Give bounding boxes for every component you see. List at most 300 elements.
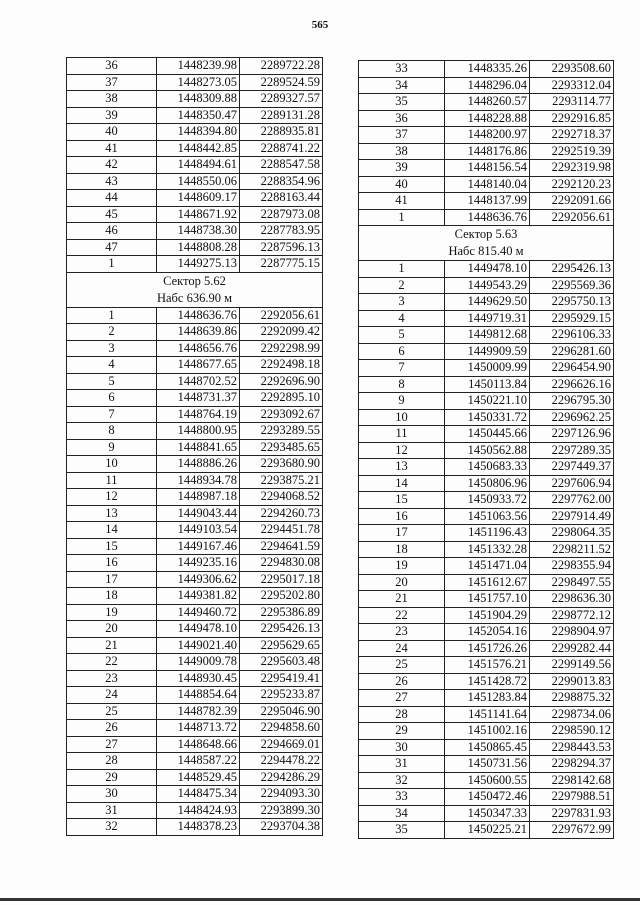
x-coordinate-cell: 1448350.47 [157,107,240,124]
point-number-cell: 35 [359,94,445,111]
table-row [359,327,614,344]
x-coordinate-cell: 1451726.26 [445,640,530,657]
y-coordinate-cell: 2299282.44 [530,640,614,657]
y-coordinate-cell: 2292498.18 [240,357,323,374]
point-number-cell: 4 [359,310,445,327]
x-coordinate-cell: 1448702.52 [157,373,240,390]
point-number-cell: 21 [359,591,445,608]
x-coordinate-cell: 1449629.50 [445,294,530,311]
table-row [359,690,614,707]
table-row [67,173,323,190]
table-row [359,640,614,657]
table-row [359,160,614,177]
y-coordinate-cell: 2296795.30 [530,393,614,410]
y-coordinate-cell: 2297289.35 [530,442,614,459]
point-number-cell: 20 [67,621,157,638]
x-coordinate-cell: 1448335.26 [445,61,530,78]
x-coordinate-cell: 1451196.43 [445,525,530,542]
y-coordinate-cell: 2295750.13 [530,294,614,311]
y-coordinate-cell: 2297449.37 [530,459,614,476]
y-coordinate-cell: 2293508.60 [530,61,614,78]
point-number-cell: 32 [359,772,445,789]
table-row [67,522,323,539]
point-number-cell: 16 [67,555,157,572]
y-coordinate-cell: 2292056.61 [240,307,323,324]
point-number-cell: 41 [67,140,157,157]
y-coordinate-cell: 2292319.98 [530,160,614,177]
table-row [359,459,614,476]
point-number-cell: 37 [359,127,445,144]
point-number-cell: 35 [359,822,445,839]
table-row [359,574,614,591]
y-coordinate-cell: 2294641.59 [240,538,323,555]
y-coordinate-cell: 2298497.55 [530,574,614,591]
sector-header-row [359,226,614,261]
sector-abs-height: Набс 815.40 м [448,244,524,258]
point-number-cell: 45 [67,206,157,223]
point-number-cell: 39 [67,107,157,124]
x-coordinate-cell: 1448886.26 [157,456,240,473]
point-number-cell: 11 [359,426,445,443]
x-coordinate-cell: 1448394.80 [157,124,240,141]
point-number-cell: 20 [359,574,445,591]
table-row [67,654,323,671]
y-coordinate-cell: 2298772.12 [530,607,614,624]
table-row [67,206,323,223]
point-number-cell: 17 [359,525,445,542]
point-number-cell: 1 [67,256,157,273]
y-coordinate-cell: 2287596.13 [240,239,323,256]
point-number-cell: 25 [67,703,157,720]
table-row [67,456,323,473]
x-coordinate-cell: 1451332.28 [445,541,530,558]
y-coordinate-cell: 2293899.30 [240,802,323,819]
y-coordinate-cell: 2287783.95 [240,223,323,240]
point-number-cell: 1 [359,261,445,278]
table-row [359,261,614,278]
point-number-cell: 7 [67,406,157,423]
y-coordinate-cell: 2296281.60 [530,343,614,360]
y-coordinate-cell: 2295419.41 [240,670,323,687]
x-coordinate-cell: 1450683.33 [445,459,530,476]
x-coordinate-cell: 1448671.92 [157,206,240,223]
table-row [67,239,323,256]
x-coordinate-cell: 1448648.66 [157,736,240,753]
table-row [359,475,614,492]
x-coordinate-cell: 1448587.22 [157,753,240,770]
point-number-cell: 3 [359,294,445,311]
point-number-cell: 9 [359,393,445,410]
point-number-cell: 7 [359,360,445,377]
point-number-cell: 9 [67,439,157,456]
point-number-cell: 36 [359,110,445,127]
y-coordinate-cell: 2294093.30 [240,786,323,803]
table-row [359,110,614,127]
table-row [67,637,323,654]
table-row [67,157,323,174]
table-row [359,541,614,558]
y-coordinate-cell: 2292298.99 [240,340,323,357]
y-coordinate-cell: 2294830.08 [240,555,323,572]
table-row [67,373,323,390]
point-number-cell: 43 [67,173,157,190]
table-row [359,789,614,806]
table-row [359,409,614,426]
x-coordinate-cell: 1448273.05 [157,74,240,91]
point-number-cell: 38 [67,91,157,108]
table-row [359,376,614,393]
x-coordinate-cell: 1448140.04 [445,176,530,193]
x-coordinate-cell: 1449719.31 [445,310,530,327]
point-number-cell: 28 [359,706,445,723]
point-number-cell: 16 [359,508,445,525]
point-number-cell: 33 [359,61,445,78]
table-row [67,588,323,605]
y-coordinate-cell: 2288163.44 [240,190,323,207]
table-row [67,555,323,572]
table-row [67,357,323,374]
x-coordinate-cell: 1450009.99 [445,360,530,377]
point-number-cell: 15 [359,492,445,509]
table-row [67,406,323,423]
table-row [359,706,614,723]
table-row [359,209,614,226]
table-row [359,294,614,311]
table-row [67,621,323,638]
y-coordinate-cell: 2288935.81 [240,124,323,141]
table-row [359,591,614,608]
point-number-cell: 29 [67,769,157,786]
table-row [67,753,323,770]
point-number-cell: 1 [67,307,157,324]
x-coordinate-cell: 1449103.54 [157,522,240,539]
point-number-cell: 2 [67,324,157,341]
x-coordinate-cell: 1451612.67 [445,574,530,591]
x-coordinate-cell: 1448475.34 [157,786,240,803]
x-coordinate-cell: 1448378.23 [157,819,240,836]
y-coordinate-cell: 2292916.85 [530,110,614,127]
sector-title: Сектор 5.62 [163,273,226,288]
point-number-cell: 47 [67,239,157,256]
x-coordinate-cell: 1451283.84 [445,690,530,707]
x-coordinate-cell: 1448636.76 [445,209,530,226]
point-number-cell: 13 [67,505,157,522]
table-row [359,393,614,410]
point-number-cell: 17 [67,571,157,588]
table-row [359,442,614,459]
point-number-cell: 34 [359,77,445,94]
table-row [67,670,323,687]
point-number-cell: 26 [359,673,445,690]
table-row [67,91,323,108]
point-number-cell: 39 [359,160,445,177]
y-coordinate-cell: 2298734.06 [530,706,614,723]
y-coordinate-cell: 2289524.59 [240,74,323,91]
x-coordinate-cell: 1448296.04 [445,77,530,94]
point-number-cell: 33 [359,789,445,806]
table-row [67,489,323,506]
y-coordinate-cell: 2293114.77 [530,94,614,111]
point-number-cell: 27 [67,736,157,753]
point-number-cell: 6 [359,343,445,360]
point-number-cell: 23 [359,624,445,641]
point-number-cell: 1 [359,209,445,226]
y-coordinate-cell: 2294478.22 [240,753,323,770]
x-coordinate-cell: 1450806.96 [445,475,530,492]
y-coordinate-cell: 2292519.39 [530,143,614,160]
x-coordinate-cell: 1448987.18 [157,489,240,506]
y-coordinate-cell: 2295233.87 [240,687,323,704]
x-coordinate-cell: 1450562.88 [445,442,530,459]
y-coordinate-cell: 2295629.65 [240,637,323,654]
point-number-cell: 22 [67,654,157,671]
point-number-cell: 10 [359,409,445,426]
table-row [67,703,323,720]
point-number-cell: 42 [67,157,157,174]
x-coordinate-cell: 1449009.78 [157,654,240,671]
table-row [359,822,614,839]
x-coordinate-cell: 1450472.46 [445,789,530,806]
table-row [359,143,614,160]
x-coordinate-cell: 1448239.98 [157,58,240,75]
x-coordinate-cell: 1448841.65 [157,439,240,456]
x-coordinate-cell: 1449478.10 [445,261,530,278]
table-row [359,277,614,294]
y-coordinate-cell: 2297126.96 [530,426,614,443]
table-row [359,127,614,144]
point-number-cell: 19 [359,558,445,575]
x-coordinate-cell: 1448424.93 [157,802,240,819]
y-coordinate-cell: 2297606.94 [530,475,614,492]
table-row [359,193,614,210]
x-coordinate-cell: 1448200.97 [445,127,530,144]
point-number-cell: 26 [67,720,157,737]
point-number-cell: 19 [67,604,157,621]
x-coordinate-cell: 1452054.16 [445,624,530,641]
table-row [359,607,614,624]
y-coordinate-cell: 2294669.01 [240,736,323,753]
x-coordinate-cell: 1449478.10 [157,621,240,638]
y-coordinate-cell: 2295569.36 [530,277,614,294]
table-row [359,77,614,94]
y-coordinate-cell: 2292696.90 [240,373,323,390]
x-coordinate-cell: 1448738.30 [157,223,240,240]
y-coordinate-cell: 2295386.89 [240,604,323,621]
sector-header [359,226,614,261]
point-number-cell: 38 [359,143,445,160]
table-row [359,723,614,740]
x-coordinate-cell: 1449235.16 [157,555,240,572]
y-coordinate-cell: 2295426.13 [240,621,323,638]
y-coordinate-cell: 2298443.53 [530,739,614,756]
point-number-cell: 15 [67,538,157,555]
y-coordinate-cell: 2296454.90 [530,360,614,377]
y-coordinate-cell: 2298904.97 [530,624,614,641]
x-coordinate-cell: 1450600.55 [445,772,530,789]
point-number-cell: 31 [359,756,445,773]
x-coordinate-cell: 1449306.62 [157,571,240,588]
y-coordinate-cell: 2299013.83 [530,673,614,690]
y-coordinate-cell: 2295426.13 [530,261,614,278]
y-coordinate-cell: 2295046.90 [240,703,323,720]
x-coordinate-cell: 1451576.21 [445,657,530,674]
y-coordinate-cell: 2287775.15 [240,256,323,273]
y-coordinate-cell: 2297762.00 [530,492,614,509]
x-coordinate-cell: 1450347.33 [445,805,530,822]
y-coordinate-cell: 2298064.35 [530,525,614,542]
point-number-cell: 24 [67,687,157,704]
table-row [359,492,614,509]
y-coordinate-cell: 2293485.65 [240,439,323,456]
point-number-cell: 6 [67,390,157,407]
point-number-cell: 29 [359,723,445,740]
y-coordinate-cell: 2289327.57 [240,91,323,108]
table-row [67,124,323,141]
y-coordinate-cell: 2293875.21 [240,472,323,489]
y-coordinate-cell: 2295929.15 [530,310,614,327]
x-coordinate-cell: 1449460.72 [157,604,240,621]
point-number-cell: 46 [67,223,157,240]
table-row [67,720,323,737]
point-number-cell: 11 [67,472,157,489]
y-coordinate-cell: 2295202.80 [240,588,323,605]
x-coordinate-cell: 1449543.29 [445,277,530,294]
table-row [67,439,323,456]
y-coordinate-cell: 2298211.52 [530,541,614,558]
y-coordinate-cell: 2293092.67 [240,406,323,423]
point-number-cell: 30 [67,786,157,803]
y-coordinate-cell: 2293312.04 [530,77,614,94]
table-row [359,61,614,78]
point-number-cell: 23 [67,670,157,687]
table-row [67,736,323,753]
x-coordinate-cell: 1450865.45 [445,739,530,756]
point-number-cell: 18 [359,541,445,558]
x-coordinate-cell: 1450331.72 [445,409,530,426]
table-row [67,802,323,819]
sector-header [67,272,323,307]
point-number-cell: 8 [359,376,445,393]
table-row [359,805,614,822]
x-coordinate-cell: 1448529.45 [157,769,240,786]
point-number-cell: 37 [67,74,157,91]
point-number-cell: 36 [67,58,157,75]
y-coordinate-cell: 2298875.32 [530,690,614,707]
x-coordinate-cell: 1450113.84 [445,376,530,393]
x-coordinate-cell: 1451141.64 [445,706,530,723]
y-coordinate-cell: 2292099.42 [240,324,323,341]
y-coordinate-cell: 2295017.18 [240,571,323,588]
sector-title: Сектор 5.63 [454,227,518,241]
sector-header-row [67,272,323,307]
x-coordinate-cell: 1449381.82 [157,588,240,605]
y-coordinate-cell: 2297831.93 [530,805,614,822]
x-coordinate-cell: 1448156.54 [445,160,530,177]
table-row [359,343,614,360]
x-coordinate-cell: 1448176.86 [445,143,530,160]
y-coordinate-cell: 2288741.22 [240,140,323,157]
y-coordinate-cell: 2299149.56 [530,657,614,674]
y-coordinate-cell: 2295603.48 [240,654,323,671]
y-coordinate-cell: 2297988.51 [530,789,614,806]
table-row [67,307,323,324]
point-number-cell: 3 [67,340,157,357]
point-number-cell: 25 [359,657,445,674]
x-coordinate-cell: 1448639.86 [157,324,240,341]
table-row [67,423,323,440]
y-coordinate-cell: 2292056.61 [530,209,614,226]
table-row [359,624,614,641]
x-coordinate-cell: 1448609.17 [157,190,240,207]
x-coordinate-cell: 1448930.45 [157,670,240,687]
x-coordinate-cell: 1448309.88 [157,91,240,108]
point-number-cell: 44 [67,190,157,207]
x-coordinate-cell: 1450731.56 [445,756,530,773]
x-coordinate-cell: 1448137.99 [445,193,530,210]
table-row [359,94,614,111]
x-coordinate-cell: 1450445.66 [445,426,530,443]
point-number-cell: 40 [67,124,157,141]
table-row [359,673,614,690]
x-coordinate-cell: 1448800.95 [157,423,240,440]
x-coordinate-cell: 1451757.10 [445,591,530,608]
x-coordinate-cell: 1448494.61 [157,157,240,174]
point-number-cell: 5 [359,327,445,344]
coordinates-table-left [66,57,323,836]
table-row [359,426,614,443]
point-number-cell: 10 [67,456,157,473]
table-row [67,256,323,273]
y-coordinate-cell: 2293704.38 [240,819,323,836]
y-coordinate-cell: 2294858.60 [240,720,323,737]
y-coordinate-cell: 2292895.10 [240,390,323,407]
table-row [359,310,614,327]
table-row [67,107,323,124]
table-row [359,756,614,773]
x-coordinate-cell: 1451471.04 [445,558,530,575]
x-coordinate-cell: 1448228.88 [445,110,530,127]
point-number-cell: 32 [67,819,157,836]
table-row [67,140,323,157]
point-number-cell: 14 [359,475,445,492]
point-number-cell: 12 [67,489,157,506]
point-number-cell: 22 [359,607,445,624]
y-coordinate-cell: 2294260.73 [240,505,323,522]
point-number-cell: 18 [67,588,157,605]
y-coordinate-cell: 2288547.58 [240,157,323,174]
table-row [67,472,323,489]
table-row [67,58,323,75]
x-coordinate-cell: 1449275.13 [157,256,240,273]
bottom-rule [0,898,640,901]
table-row [359,360,614,377]
point-number-cell: 2 [359,277,445,294]
table-row [67,505,323,522]
x-coordinate-cell: 1448808.28 [157,239,240,256]
x-coordinate-cell: 1448713.72 [157,720,240,737]
table-row [359,739,614,756]
y-coordinate-cell: 2293289.55 [240,423,323,440]
point-number-cell: 4 [67,357,157,374]
y-coordinate-cell: 2292120.23 [530,176,614,193]
x-coordinate-cell: 1448636.76 [157,307,240,324]
point-number-cell: 27 [359,690,445,707]
y-coordinate-cell: 2288354.96 [240,173,323,190]
y-coordinate-cell: 2298636.30 [530,591,614,608]
x-coordinate-cell: 1448550.06 [157,173,240,190]
x-coordinate-cell: 1449812.68 [445,327,530,344]
x-coordinate-cell: 1448656.76 [157,340,240,357]
